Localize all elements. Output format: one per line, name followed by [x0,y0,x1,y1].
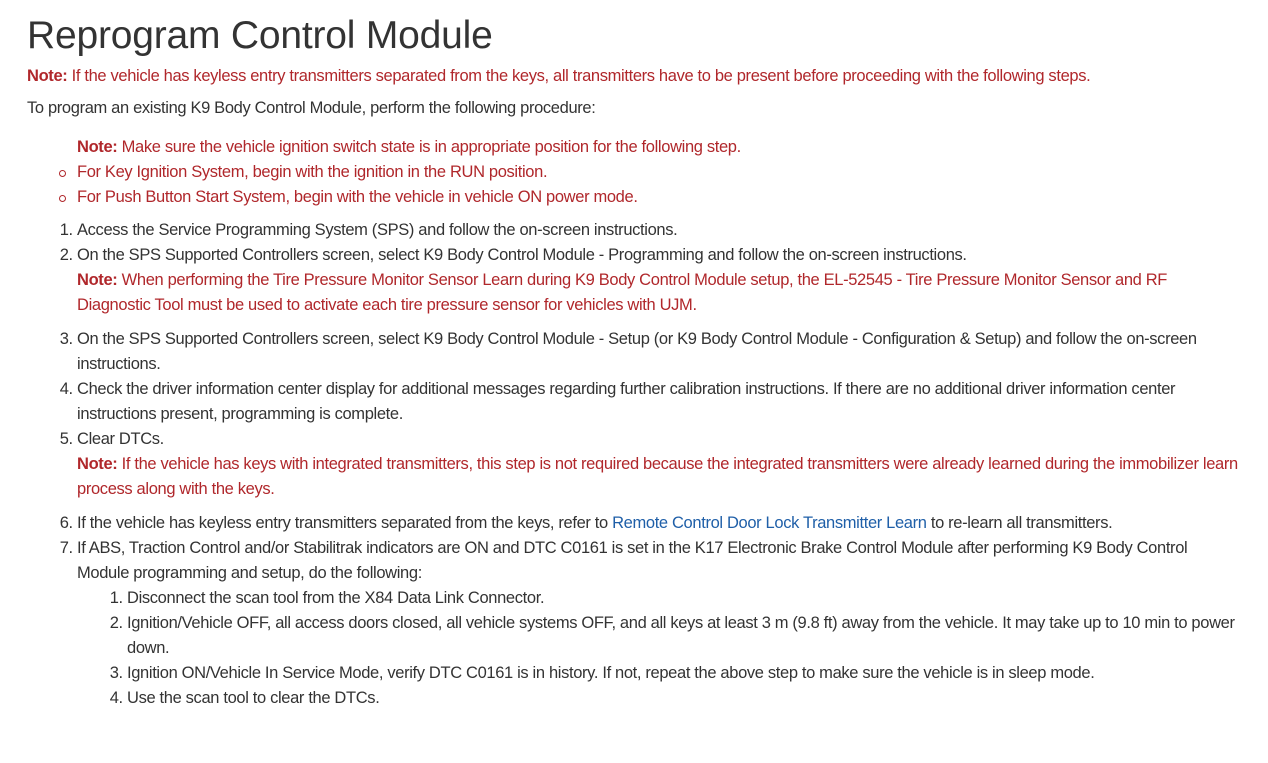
step-text: Check the driver information center display for additional messages regarding further calibration instructions. If there are no additional driver information center instructions present, programming is complete. [77,380,1176,423]
bullet-item: For Key Ignition System, begin with the ignition in the RUN position. [77,160,1238,185]
bullet-item: For Push Button Start System, begin with the vehicle in vehicle ON power mode. [77,185,1238,210]
step-note [77,268,1238,318]
ignition-note [77,135,1238,160]
step-text: On the SPS Supported Controllers screen, select K9 Body Control Module - Programming and follow the on-screen instructions. [77,246,967,264]
transmitter-learn-link[interactable]: Remote Control Door Lock Transmitter Learn [612,514,927,532]
step-7 [77,536,1238,711]
note-text: If the vehicle has keyless entry transmitters separated from the keys, all transmitters have to be present before proceeding with the following steps. [71,67,1091,85]
top-note [27,64,1238,89]
intro-text: To program an existing K9 Body Control Module, perform the following procedure: [27,99,596,117]
note-label: Note: [77,138,118,156]
document [0,14,1268,711]
step-text: On the SPS Supported Controllers screen, select K9 Body Control Module - Setup (or K9 Body Control Module - Configuration & Setup) and follow the on-screen instructions. [77,330,1197,373]
procedure-steps [27,218,1238,711]
step-text: If ABS, Traction Control and/or Stabilitrak indicators are ON and DTC C0161 is set in the K17 Electronic Brake Control Module after performing K9 Body Control Module programming and setup, do the following: [77,539,1188,582]
step-6 [77,511,1238,536]
note-text: Make sure the vehicle ignition switch state is in appropriate position for the following step. [121,138,741,156]
step-3 [77,327,1238,377]
step-text: to re-learn all transmitters. [926,514,1113,532]
page-title: Reprogram Control Module [27,14,493,57]
note-label: Note: [27,67,68,85]
step-2 [77,243,1238,318]
substep-3: 3. Ignition ON/Vehicle In Service Mode, verify DTC C0161 is in history. If not, repeat the above step to make sure the vehicle is in sleep mode. [127,661,1238,686]
step-note [77,452,1238,502]
ignition-bullets [27,160,1238,210]
step-text: Clear DTCs. [77,430,164,448]
substep-1: 1. Disconnect the scan tool from the X84 Data Link Connector. [127,586,1238,611]
step-5 [77,427,1238,502]
substep-4: 4. Use the scan tool to clear the DTCs. [127,686,1238,711]
step-1 [77,218,1238,243]
substeps [77,586,1238,711]
step-text: Access the Service Programming System (SPS) and follow the on-screen instructions. [77,221,678,239]
note-label: Note: [77,271,118,289]
note-text: If the vehicle has keys with integrated transmitters, this step is not required because the integrated transmitters were already learned during the immobilizer learn process along with the keys. [77,455,1238,498]
substep-2: 2. Ignition/Vehicle OFF, all access doors closed, all vehicle systems OFF, and all keys at least 3 m (9.8 ft) away from the vehicle. It may take up to 10 min to power down. [127,611,1238,661]
note-text: When performing the Tire Pressure Monitor Sensor Learn during K9 Body Control Module setup, the EL-52545 - Tire Pressure Monitor Sensor and RF Diagnostic Tool must be used to activate each tire pressure sensor for vehicles with UJM. [77,271,1167,314]
note-label: Note: [77,455,118,473]
step-text: If the vehicle has keyless entry transmitters separated from the keys, refer to [77,514,613,532]
step-4 [77,377,1238,427]
